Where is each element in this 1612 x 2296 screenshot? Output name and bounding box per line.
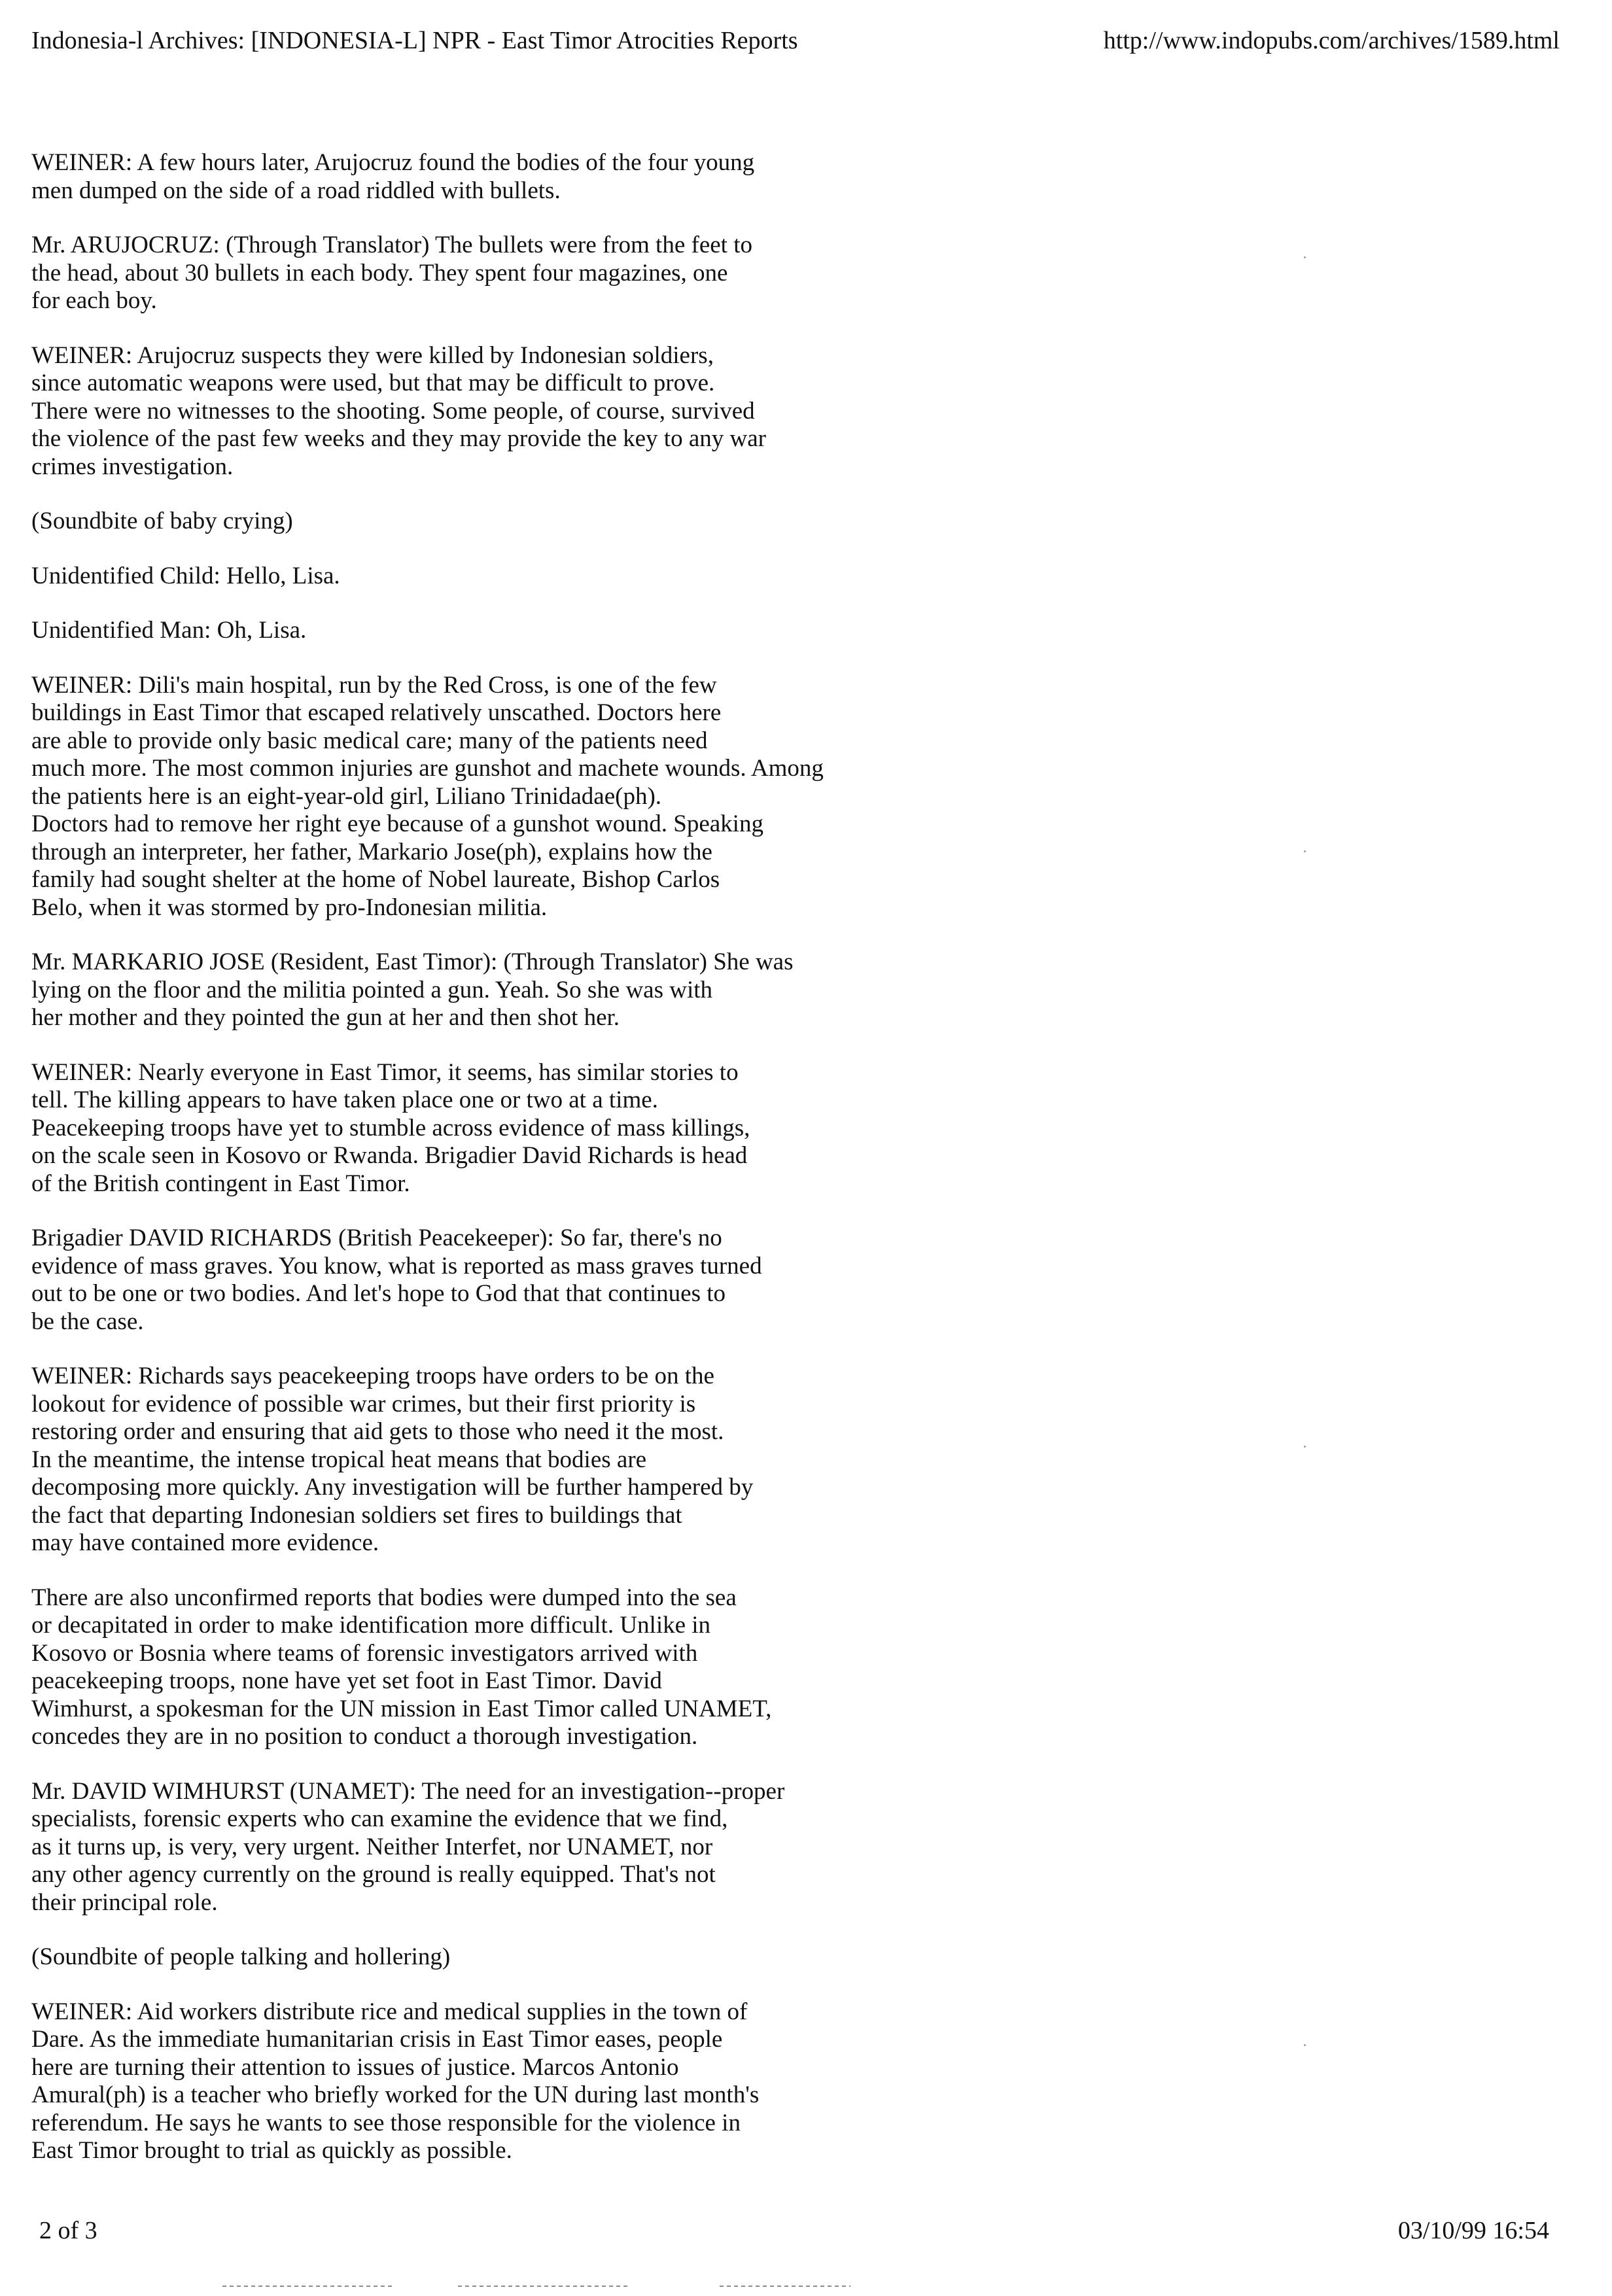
scan-speck xyxy=(1304,1446,1306,1448)
paragraph: Mr. DAVID WIMHURST (UNAMET): The need for an investigation--proper specialists, forensic experts who can examine the evidence that we find, as it turns up, is very, very urgent. Neither Interfet, nor UNAMET, nor any other agency currently on the ground is really equipped. That's not their principal role. xyxy=(31,1777,785,1916)
paragraph: There are also unconfirmed reports that bodies were dumped into the sea or decapitated in order to make identification more difficult. Unlike in Kosovo or Bosnia where teams of forensic investigators arrived with peacekeeping troops, none have yet set foot in East Timor. David Wimhurst, a spokesman for the UN mission in East Timor called UNAMET, concedes they are in no position to conduct a thorough investigation. xyxy=(31,1584,772,1750)
paragraph: Mr. MARKARIO JOSE (Resident, East Timor): (Through Translator) She was lying on the floor and the militia pointed a gun. Yeah. So she was with her mother and they pointed the gun at her and then shot her. xyxy=(31,948,794,1031)
paragraph: (Soundbite of people talking and hollering) xyxy=(31,1943,451,1970)
paragraph: WEINER: Richards says peacekeeping troops have orders to be on the lookout for evidence of possible war crimes, but their first priority is restoring order and ensuring that aid gets to those who need it the most. In the meantime, the intense tropical heat means that bodies are decomposing more quickly. Any investigation will be further hampered by the fact that departing Indonesian soldiers set fires to buildings that may have contained more evidence. xyxy=(31,1363,754,1556)
paragraph: WEINER: Aid workers distribute rice and medical supplies in the town of Dare. As the immediate humanitarian crisis in East Timor eases, people here are turning their attention to issues of justice. Marcos Antonio Amural(ph) is a teacher who briefly worked for the UN during last month's referendum. He says he wants to see those responsible for the violence in East Timor brought to trial as quickly as possible. xyxy=(31,1998,760,2164)
scan-artifact-line xyxy=(458,2286,628,2287)
scan-speck xyxy=(1304,2044,1306,2046)
paragraph: (Soundbite of baby crying) xyxy=(31,508,293,534)
document-title: Indonesia-l Archives: [INDONESIA-L] NPR - East Timor Atrocities Reports xyxy=(31,27,798,54)
document-url: http://www.indopubs.com/archives/1589.html xyxy=(1103,27,1560,54)
paragraph: WEINER: Dili's main hospital, run by the Red Cross, is one of the few buildings in East Timor that escaped relatively unscathed. Doctors here are able to provide only basic medical care; many of the patients need much more. The most common injuries are gunshot and machete wounds. Among the patients here is an eight-year-old girl, Liliano Trinidadae(ph). Doctors had to remove her right eye because of a gunshot wound. Speaking through an interpreter, her father, Markario Jose(ph), explains how the family had sought shelter at the home of Nobel laureate, Bishop Carlos Belo, when it was stormed by pro-Indonesian militia. xyxy=(31,671,824,921)
scan-speck xyxy=(1304,850,1306,852)
paragraph: WEINER: A few hours later, Arujocruz found the bodies of the four young men dumped on the side of a road riddled with bullets. xyxy=(31,149,755,204)
paragraph: WEINER: Nearly everyone in East Timor, it seems, has similar stories to tell. The killing appears to have taken place one or two at a time. Peacekeeping troops have yet to stumble across evidence of mass killings, on the scale seen in Kosovo or Rwanda. Brigadier David Richards is head of the British contingent in East Timor. xyxy=(31,1058,750,1197)
article-body xyxy=(31,149,934,2192)
scan-speck xyxy=(1304,256,1306,258)
page-footer xyxy=(39,2214,1549,2247)
paragraph: Mr. ARUJOCRUZ: (Through Translator) The bullets were from the feet to the head, about 30 bullets in each body. They spent four magazines, one for each boy. xyxy=(31,232,752,314)
scan-artifact-line xyxy=(720,2286,850,2287)
paragraph: Unidentified Child: Hello, Lisa. xyxy=(31,562,340,589)
print-timestamp: 03/10/99 16:54 xyxy=(1397,2217,1549,2244)
scan-artifact-line xyxy=(222,2286,393,2287)
paragraph: Unidentified Man: Oh, Lisa. xyxy=(31,617,307,644)
paragraph: Brigadier DAVID RICHARDS (British Peacekeeper): So far, there's no evidence of mass graves. You know, what is reported as mass graves turned out to be one or two bodies. And let's hope to God that that continues to be the case. xyxy=(31,1225,762,1335)
paragraph: WEINER: Arujocruz suspects they were killed by Indonesian soldiers, since automatic weapons were used, but that may be difficult to prove. There were no witnesses to the shooting. Some people, of course, survived the violence of the past few weeks and they may provide the key to any war crimes investigation. xyxy=(31,341,766,480)
page-number: 2 of 3 xyxy=(39,2217,97,2244)
page-header xyxy=(31,21,1560,60)
